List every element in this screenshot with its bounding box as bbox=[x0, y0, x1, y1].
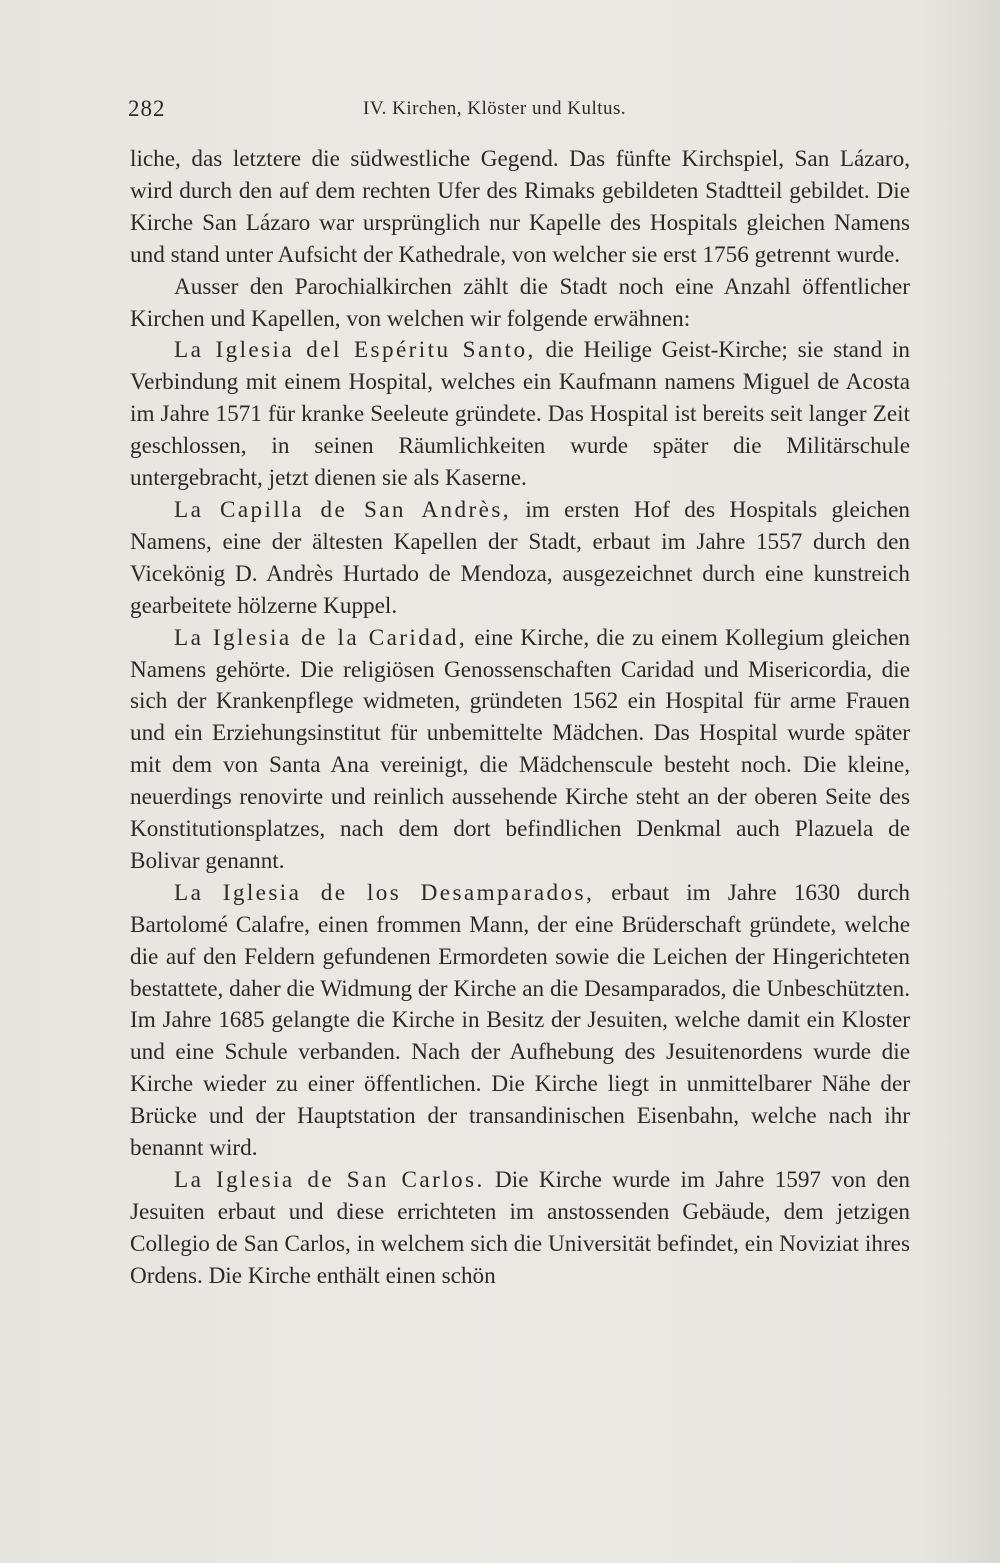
paragraph-text: erbaut im Jahre 1630 durch Bartolomé Calafre, einen frommen Mann, der eine Brüderschaft gründete, welche die auf den Feldern gefundenen Ermordeten sowie die Leichen der Hingerichteten bestattete, daher die Widmung der Kirche an die Desamparados, die Unbeschützten. Im Jahre 1685 gelangte die Kirche in Besitz der Jesuiten, welche damit ein Kloster und eine Schule verbanden. Nach der Aufhebung des Jesuitenordens wurde die Kirche wieder zu einer öffentlichen. Die Kirche liegt in unmittelbarer Nähe der Brücke und der Hauptstation der transandinischen Eisenbahn, welche nach ihr benannt wird. bbox=[130, 879, 910, 1162]
church-name: La Iglesia de San Carlos. bbox=[174, 1167, 485, 1193]
paragraph-text: die Heilige Geist-Kirche; sie stand in Verbindung mit einem Hospital, welches ein Kaufmann namens Miguel de Acosta im Jahre 1571 für kranke Seeleute gründete. Das Hospital ist bereits seit langer Zeit geschlossen, in seinen Räumlichkeiten wurde später die Militärschule untergebracht, jetzt dienen sie als Kaserne. bbox=[130, 337, 910, 492]
paragraph-text: Ausser den Parochialkirchen zählt die Stadt noch eine Anzahl öffentlicher Kirchen und Kapellen, von welchen wir folgende erwähnen: bbox=[130, 273, 910, 332]
paragraph bbox=[130, 878, 910, 1165]
paragraph bbox=[130, 335, 910, 495]
paragraph bbox=[130, 495, 910, 623]
church-name: La Iglesia de la Caridad, bbox=[174, 624, 468, 651]
paragraph-text: liche, das letztere die südwestliche Gegend. Das fünfte Kirchspiel, San Lázaro, wird durch den auf dem rechten Ufer des Rimaks gebildeten Stadtteil gebildet. Die Kirche San Lázaro war ursprünglich nur Kapelle des Hospitals gleichen Namens und stand unter Aufsicht der Kathedrale, von welcher sie erst 1756 getrennt wurde. bbox=[130, 146, 910, 268]
church-name: La Iglesia de los Desamparados, bbox=[174, 879, 595, 906]
paragraph-text: Die Kirche wurde im Jahre 1597 von den Jesuiten erbaut und diese errichteten im anstossenden Gebäude, dem jetzigen Collegio de San Carlos, in welchem sich die Universität befindet, ein Noviziat ihres Ordens. Die Kirche enthält einen schön bbox=[130, 1167, 910, 1289]
paragraph bbox=[130, 144, 910, 272]
page-number: 282 bbox=[128, 96, 166, 121]
paragraph-text: eine Kirche, die zu einem Kollegium gleichen Namens gehörte. Die religiösen Genossenschaften Caridad und Misericordia, die sich der Krankenpflege widmeten, gründeten 1562 ein Hospital für arme Frauen und ein Erziehungsinstitut für unbemittelte Mädchen. Das Hospital wurde später mit dem von Santa Ana vereinigt, die Mädchenscule besteht noch. Die kleine, neuerdings renovirte und reinlich aussehende Kirche steht an der oberen Seite des Konstitutionsplatzes, nach dem dort befindlichen Denkmal auch Plazuela de Bolivar genannt. bbox=[130, 624, 910, 874]
paragraph bbox=[130, 272, 910, 336]
church-name: La Iglesia del Espéritu Santo, bbox=[174, 337, 536, 364]
paragraph-text: im ersten Hof des Hospitals gleichen Namens, eine der ältesten Kapellen der Stadt, erbaut im Jahre 1557 durch den Vicekönig D. Andrès Hurtado de Mendoza, ausgezeichnet durch eine kunstreich gearbeitete hölzerne Kuppel. bbox=[130, 496, 910, 619]
page-header bbox=[128, 96, 908, 130]
paragraph bbox=[130, 1165, 910, 1293]
church-name: La Capilla de San Andrès, bbox=[174, 496, 511, 523]
body-text bbox=[130, 144, 910, 1293]
running-head: IV. Kirchen, Klöster und Kultus. bbox=[363, 98, 627, 119]
paragraph bbox=[130, 623, 910, 878]
